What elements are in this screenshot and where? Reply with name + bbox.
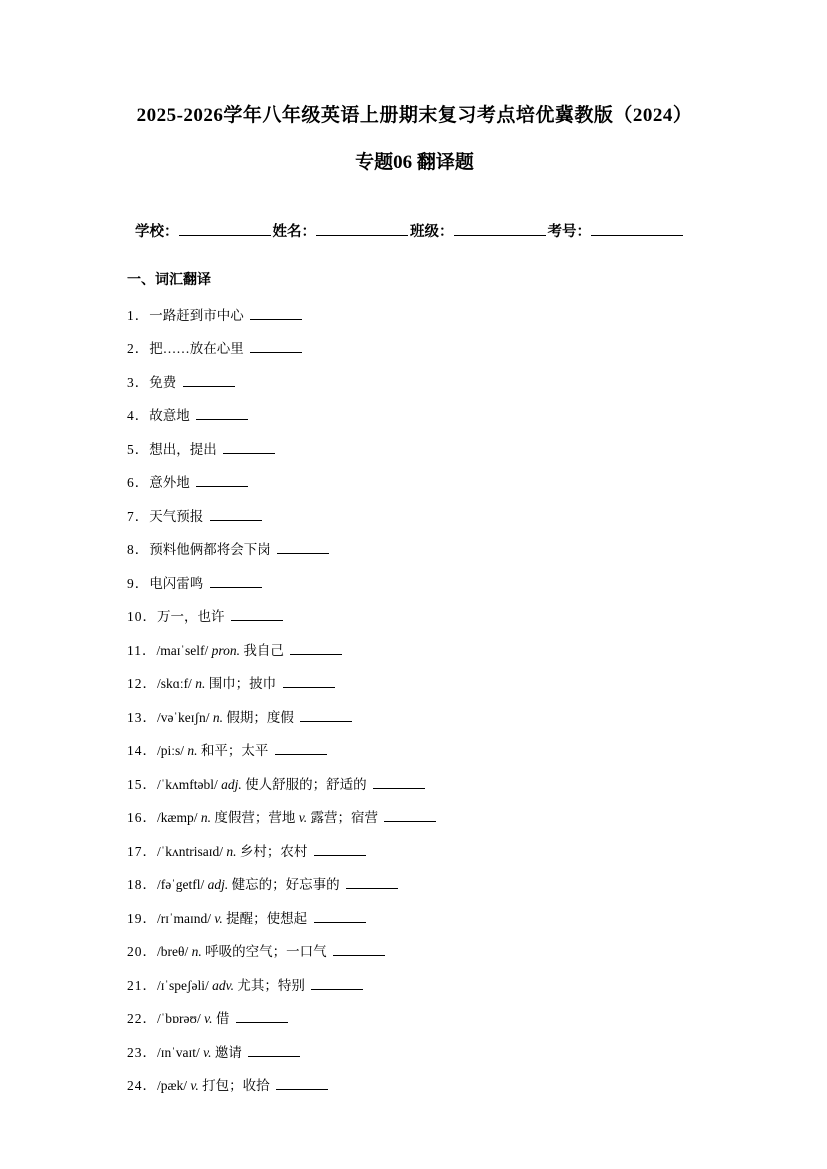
answer-blank xyxy=(314,909,366,923)
item-chinese-text: 尤其；特别 xyxy=(237,977,305,993)
item-part-of-speech: v. xyxy=(203,1044,212,1060)
vocab-item-row xyxy=(127,440,702,458)
vocab-item-row xyxy=(127,540,702,558)
item-phonetic: /skɑːf/ xyxy=(157,676,192,691)
school-label: 学校： xyxy=(135,224,179,240)
item-phonetic: /rɪˈmaɪnd/ xyxy=(157,910,211,926)
answer-blank xyxy=(250,306,302,320)
vocab-item-row xyxy=(127,942,702,960)
answer-blank xyxy=(346,875,398,889)
answer-blank xyxy=(277,540,329,554)
answer-blank xyxy=(210,507,262,521)
vocab-item-row xyxy=(127,641,702,659)
item-number: 14． xyxy=(127,743,157,758)
student-info-line xyxy=(127,220,702,241)
class-blank xyxy=(454,222,546,236)
item-chinese-text: 天气预报 xyxy=(149,508,204,524)
item-part-of-speech: pron. xyxy=(211,642,240,658)
item-number: 12． xyxy=(127,676,157,691)
item-chinese-text: 借 xyxy=(215,1011,230,1026)
item-number: 13． xyxy=(127,709,157,725)
answer-blank xyxy=(311,976,363,990)
vocab-item-row xyxy=(127,574,702,592)
answer-blank xyxy=(373,775,425,789)
item-number: 3． xyxy=(127,374,150,390)
school-blank xyxy=(179,222,271,236)
vocab-item-row xyxy=(127,406,702,424)
vocab-item-row xyxy=(127,1043,702,1061)
vocab-item-row xyxy=(127,1009,702,1027)
item-number: 9． xyxy=(127,575,150,591)
item-phonetic: /piːs/ xyxy=(157,743,185,758)
vocab-item-row xyxy=(127,708,702,726)
exam-no-blank xyxy=(591,222,683,236)
item-number: 19． xyxy=(127,910,157,926)
item-number: 6． xyxy=(127,475,150,490)
item-chinese-text: 使人舒服的；舒适的 xyxy=(245,776,367,792)
item-number: 15． xyxy=(127,776,157,792)
vocab-item-row xyxy=(127,875,702,893)
item-phonetic: /ˈkʌntrisaɪd/ xyxy=(157,843,223,859)
item-number: 18． xyxy=(127,877,157,892)
answer-blank xyxy=(231,607,283,621)
item-chinese-text: 一路赶到市中心 xyxy=(149,307,244,323)
document-subtitle: 专题06 翻译题 xyxy=(355,152,474,173)
answer-blank xyxy=(275,741,327,755)
answer-blank xyxy=(276,1076,328,1090)
vocab-item-row xyxy=(127,373,702,391)
item-chinese-text: 度假营；营地 xyxy=(214,810,296,825)
item-phonetic: /maɪˈself/ xyxy=(156,642,209,658)
item-number: 11． xyxy=(127,642,157,658)
vocab-item-row xyxy=(127,976,702,994)
answer-blank xyxy=(333,942,385,956)
item-chinese-text: 电闪雷鸣 xyxy=(149,575,204,591)
item-number: 7． xyxy=(127,508,150,524)
item-part-of-speech: adj. xyxy=(207,877,229,892)
answer-blank xyxy=(290,641,342,655)
item-chinese-text: 想出，提出 xyxy=(149,441,217,457)
vocab-item-row xyxy=(127,1076,702,1094)
item-chinese-text: 健忘的；好忘事的 xyxy=(231,877,340,892)
item-phonetic: /ɪnˈvaɪt/ xyxy=(157,1044,200,1060)
item-number: 8． xyxy=(127,542,150,557)
vocab-item-row xyxy=(127,808,702,826)
item-number: 4． xyxy=(127,408,150,423)
answer-blank xyxy=(250,339,302,353)
document-title: 2025-2026学年八年级英语上册期末复习考点培优冀教版（2024） xyxy=(136,105,693,126)
exam-no-label: 考号： xyxy=(547,224,591,240)
item-part-of-speech: v. xyxy=(204,1011,213,1026)
item-number: 23． xyxy=(127,1044,157,1060)
vocab-item-row xyxy=(127,842,702,860)
item-chinese-text: 万一，也许 xyxy=(157,609,225,624)
vocab-item-row xyxy=(127,507,702,525)
vocab-item-row xyxy=(127,909,702,927)
item-number: 22． xyxy=(127,1011,157,1026)
item-number: 1． xyxy=(127,307,150,323)
vocab-item-row xyxy=(127,674,702,692)
item-chinese-text: 预料他俩都将会下岗 xyxy=(149,542,271,557)
item-part-of-speech: n. xyxy=(226,843,237,859)
item-chinese-text: 露营；宿营 xyxy=(310,810,379,825)
item-phonetic: /ɪˈspeʃəli/ xyxy=(157,977,209,993)
item-part-of-speech: v. xyxy=(190,1078,199,1093)
answer-blank xyxy=(248,1043,300,1057)
item-phonetic: /pæk/ xyxy=(157,1078,188,1093)
answer-blank xyxy=(183,373,235,387)
answer-blank xyxy=(314,842,366,856)
item-number: 24． xyxy=(127,1078,157,1093)
name-blank xyxy=(316,222,408,236)
item-phonetic: /ˈbɒrəʊ/ xyxy=(157,1011,201,1026)
item-chinese-text: 邀请 xyxy=(214,1044,242,1060)
item-chinese-text: 我自己 xyxy=(243,642,284,658)
section-title: 一、词汇翻译 xyxy=(127,273,211,288)
item-part-of-speech: v. xyxy=(214,910,223,926)
item-number: 16． xyxy=(127,810,157,825)
item-number: 10． xyxy=(127,609,157,624)
answer-blank xyxy=(210,574,262,588)
item-phonetic: /fəˈgetfl/ xyxy=(157,877,205,892)
item-chinese-text: 假期；度假 xyxy=(226,709,294,725)
item-number: 17． xyxy=(127,843,157,859)
class-label: 班级： xyxy=(410,224,454,240)
item-chinese-text: 打包；收拾 xyxy=(202,1078,270,1093)
answer-blank xyxy=(384,808,436,822)
item-chinese-text: 把……放在心里 xyxy=(149,341,244,356)
item-part-of-speech: n. xyxy=(195,676,206,691)
item-part-of-speech: adv. xyxy=(212,977,234,993)
vocab-item-list xyxy=(127,306,702,1095)
answer-blank xyxy=(196,473,248,487)
item-chinese-text: 乡村；农村 xyxy=(239,843,308,859)
item-chinese-text: 围巾；披巾 xyxy=(208,676,277,691)
vocab-item-row xyxy=(127,306,702,324)
item-phonetic: /breθ/ xyxy=(157,944,189,959)
item-part-of-speech: n. xyxy=(212,709,223,725)
item-number: 5． xyxy=(127,441,150,457)
item-chinese-text: 呼吸的空气；一口气 xyxy=(205,944,327,959)
vocab-item-row xyxy=(127,607,702,625)
item-part-of-speech: v. xyxy=(298,810,308,825)
item-part-of-speech: n. xyxy=(187,743,198,758)
answer-blank xyxy=(283,674,335,688)
item-phonetic: /kæmp/ xyxy=(157,810,198,825)
answer-blank xyxy=(236,1009,288,1023)
item-phonetic: /vəˈkeɪʃn/ xyxy=(157,709,210,725)
item-chinese-text: 意外地 xyxy=(149,475,190,490)
item-number: 20． xyxy=(127,944,157,959)
item-number: 2． xyxy=(127,341,150,356)
item-part-of-speech: n. xyxy=(200,810,212,825)
item-chinese-text: 提醒；使想起 xyxy=(226,910,308,926)
vocab-item-row xyxy=(127,339,702,357)
answer-blank xyxy=(196,406,248,420)
vocab-item-row xyxy=(127,473,702,491)
item-chinese-text: 故意地 xyxy=(149,408,190,423)
answer-blank xyxy=(300,708,352,722)
name-label: 姓名： xyxy=(272,224,316,240)
item-part-of-speech: n. xyxy=(191,944,202,959)
vocab-item-row xyxy=(127,741,702,759)
item-chinese-text: 和平；太平 xyxy=(200,743,269,758)
item-chinese-text: 免费 xyxy=(149,374,177,390)
answer-blank xyxy=(223,440,275,454)
item-number: 21． xyxy=(127,977,157,993)
item-phonetic: /ˈkʌmftəbl/ xyxy=(157,776,218,792)
vocab-item-row xyxy=(127,775,702,793)
item-part-of-speech: adj. xyxy=(221,776,242,792)
